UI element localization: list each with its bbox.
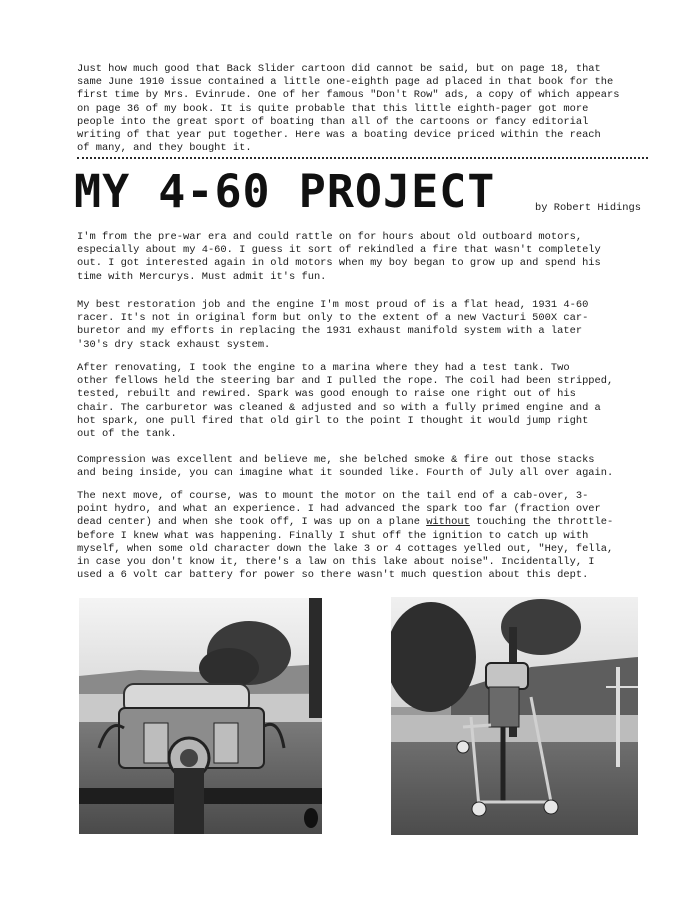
- motor-front-photo: [79, 598, 322, 834]
- paragraph-5: [77, 490, 647, 582]
- paragraph-5-part-a: The next move, of course, was to mount the motor on the tail end of a cab-over, 3- point hydro, and what an experience. I had advanced the spark too far (fraction over dead center) and when she took off, I was up on a plane: [77, 490, 601, 529]
- paragraph-4: Compression was excellent and believe me, she belched smoke & fire out those stacks and being inside, you can imagine what it sounded like. Fourth of July all over again.: [77, 454, 614, 480]
- article-title: MY 4-60 PROJECT: [74, 165, 496, 218]
- underlined-word: without: [426, 516, 470, 529]
- article-byline: by Robert Hidings: [535, 202, 642, 214]
- paragraph-5-part-b: touching the throttle- before I knew what was happening. Finally I shut off the ignition to catch up with myself, when some old character down the lake 3 or 4 cottages yelled out, "Hey, fella, in case you don't know it, there's a law on this lake about noise". Incidentally, I used a 6 volt car battery for power so there wasn't much question about this dept.: [77, 516, 614, 582]
- paragraph-2: My best restoration job and the engine I'm most proud of is a flat head, 1931 4-60 racer. It's not in original form but only to the extent of a new Vacturi 500X car- buretor and my efforts in replacing the 1931 exhaust manifold system with a later '30's dry stack exhaust system.: [77, 299, 589, 351]
- paragraph-3: After renovating, I took the engine to a marina where they had a test tank. Two other fellows held the steering bar and I pulled the rope. The coil had been stripped, tested, rebuilt and rewired. Spark was good enough to raise one right out of his chair. The carburetor was cleaned & adjusted and so with a fully primed engine and a hot spark, one pull fired that old girl to the point I thought it would jump right out of the tank.: [77, 362, 614, 441]
- motor-stand-photo: [391, 597, 638, 835]
- intro-paragraph: Just how much good that Back Slider cartoon did cannot be said, but on page 18, that same June 1910 issue contained a little one-eighth page ad placed in that book for the first time by Mrs. Evinrude. One of her famous "Don't Row" ads, a copy of which appears on page 36 of my book. It is quite probable that this little eighth-pager got more people into the great sport of boating than all of the cartoons or fancy editorial writing of that year put together. Here was a boating device priced within the reach of many, and they bought it.: [77, 63, 620, 155]
- dotted-divider: [77, 157, 648, 159]
- paragraph-1: I'm from the pre-war era and could rattle on for hours about old outboard motors, especially about my 4-60. I guess it sort of rekindled a fire that wasn't completely out. I got interested again in old motors when my boy began to grow up and spend his time with Mercurys. Must admit it's fun.: [77, 231, 601, 283]
